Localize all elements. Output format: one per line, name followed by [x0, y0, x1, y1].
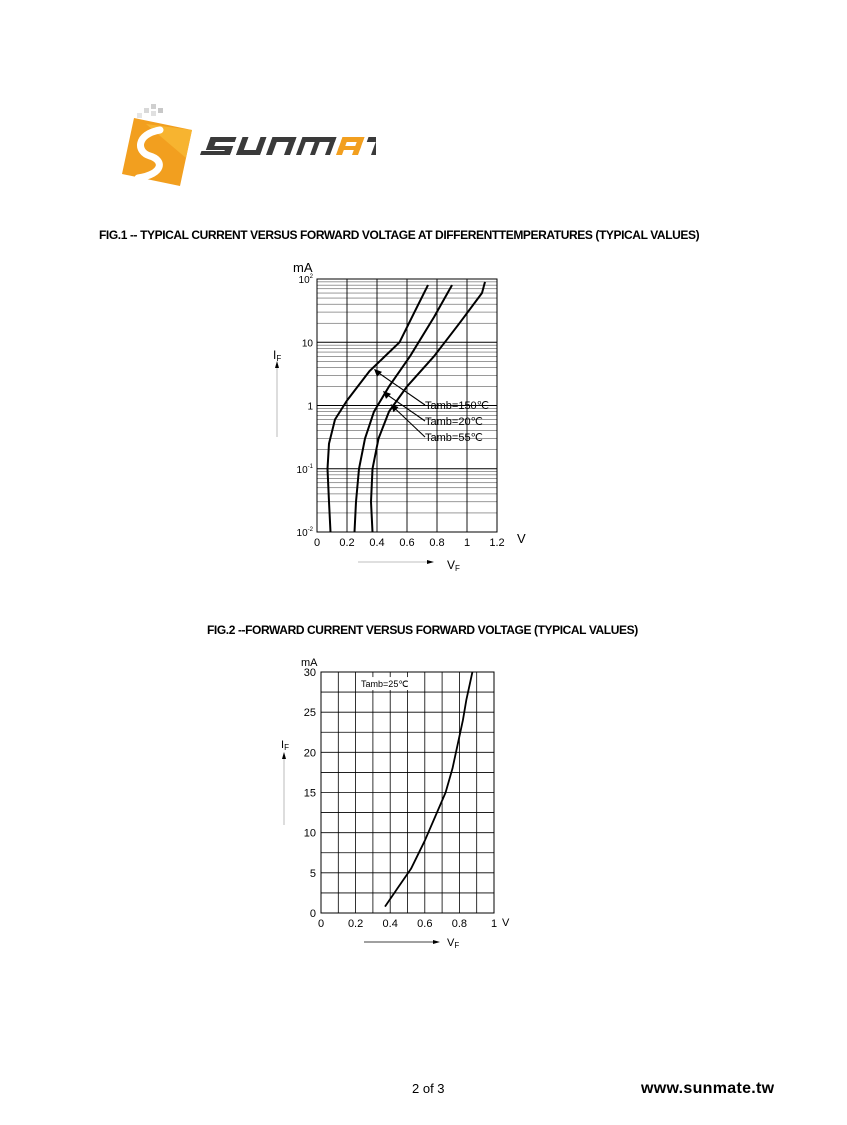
fig2-y-label: IF [281, 739, 289, 752]
fig2-x-label: VF [447, 937, 460, 950]
fig2-y-tick: 0 [309, 908, 316, 920]
fig1-y-tick: $10^{-1}$ [296, 463, 313, 476]
fig1-x-tick: 0.6 [399, 537, 415, 549]
fig1-x-tick: 0.4 [369, 537, 385, 549]
fig1-y-unit: mA [293, 260, 313, 275]
fig2-annotation-label: Tamb=25℃ [361, 679, 409, 690]
fig1-x-tick: 0.2 [339, 537, 355, 549]
fig2-annotations [359, 677, 417, 690]
fig2-grid [321, 672, 494, 913]
fig2-y-tick: 30 [303, 667, 316, 679]
website-url: www.sunmate.tw [641, 1080, 775, 1097]
fig2-x-tick: 0 [317, 918, 325, 930]
fig1-annotations [374, 369, 489, 444]
fig1-annotation-label: Tamb=55℃ [425, 432, 483, 444]
fig2-y-tick: 20 [303, 747, 316, 760]
fig1-x-label: VF [447, 558, 460, 573]
sunmate-logo [106, 100, 376, 190]
fig2-y-tick: 5 [309, 867, 316, 880]
fig1-x-tick: 0 [313, 537, 321, 549]
page-number: 2 of 3 [412, 1081, 445, 1096]
logo-wordmark [200, 137, 376, 155]
fig1-x-tick: 1 [463, 537, 471, 549]
fig1-chart [260, 255, 550, 580]
fig2-x-tick: 0.4 [382, 918, 398, 930]
fig1-annotation-arrow-icon [374, 369, 382, 377]
fig2-y-tick: 25 [303, 707, 316, 720]
fig2-x-tick: 0.6 [417, 918, 433, 930]
fig1-y-label: IF [273, 348, 282, 363]
fig2-title: FIG.2 --FORWARD CURRENT VERSUS FORWARD VOLTAGE (TYPICAL VALUES) [207, 623, 638, 637]
fig2-y-unit: mA [301, 657, 318, 669]
fig2-y-tick: 15 [303, 787, 316, 800]
logo-emblem-icon [122, 104, 192, 186]
fig1-x-tick: 1.2 [489, 537, 505, 549]
fig1-y-tick: $10^2$ [298, 274, 313, 286]
fig2-chart [270, 650, 530, 960]
fig2-y-arrow-icon [282, 752, 286, 759]
fig1-x-unit: V [517, 531, 526, 546]
fig2-x-unit: V [502, 917, 510, 929]
fig2-x-arrow-icon [433, 940, 440, 944]
fig1-y-tick: 10 [301, 338, 313, 350]
fig1-annotation-leader [377, 372, 425, 405]
fig1-x-arrow-icon [427, 560, 434, 564]
fig1-annotation-label: Tamb=20℃ [425, 416, 483, 428]
fig2-x-tick: 0.8 [451, 918, 468, 930]
fig1-y-tick: 1 [307, 401, 313, 413]
fig2-tick-labels [304, 667, 497, 930]
fig2-x-tick: 0.2 [347, 918, 364, 930]
fig1-x-tick: 0.8 [429, 537, 445, 549]
fig1-y-tick: $10^{-2}$ [296, 527, 313, 539]
fig2-x-tick: 1 [490, 918, 498, 930]
fig1-annotation-label: Tamb=150℃ [425, 400, 490, 412]
fig1-title: FIG.1 -- TYPICAL CURRENT VERSUS FORWARD VOLTAGE AT DIFFERENTTEMPERATURES (TYPICAL VALUES) [99, 228, 700, 242]
fig2-y-tick: 10 [303, 827, 316, 840]
